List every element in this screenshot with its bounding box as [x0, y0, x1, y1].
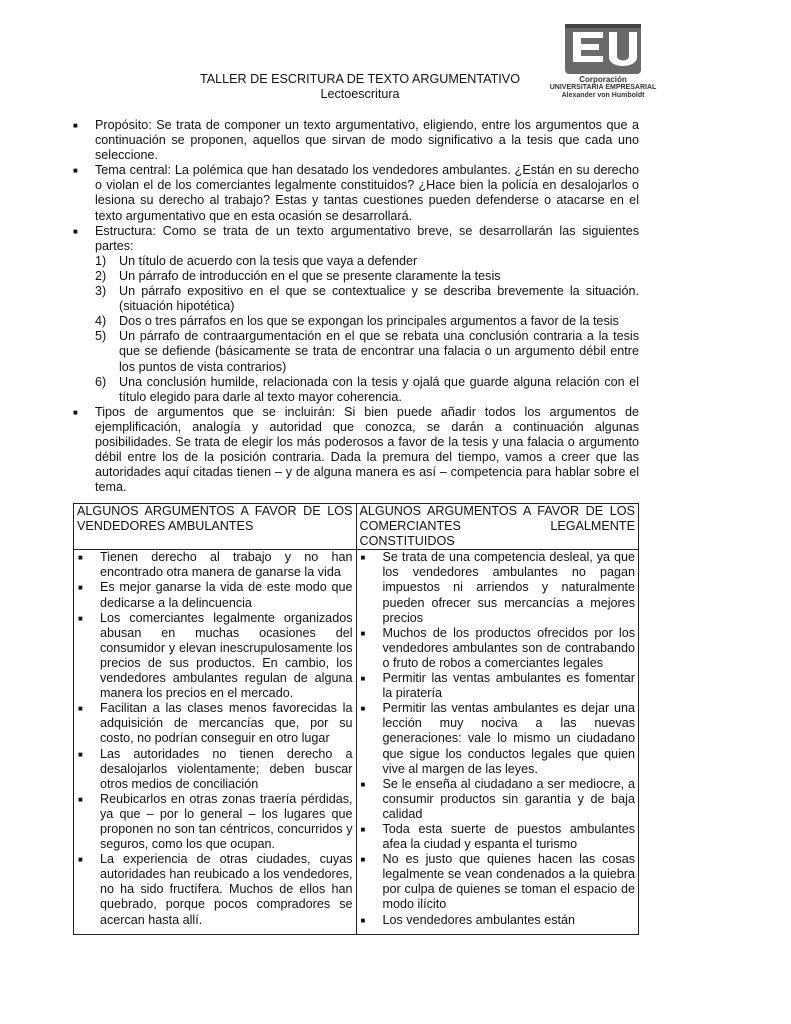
item-number: 6): [95, 374, 107, 389]
table-header-row: [74, 504, 639, 550]
numbered-item: [95, 329, 639, 374]
list-item: [360, 822, 636, 852]
tema-text: Tema central: La polémica que han desatado los vendedores ambulantes. ¿Están en su derecho o violan el de los comerciantes legalmente constituidos? ¿Hace bien la policía en desalojarlos o lesiona su derecho al trabajo? Estas y tantas cuestiones pueden defenderse o atacarse en el texto argumentativo que en esta ocasión se desarrollará.: [95, 163, 639, 223]
bullet-square-icon: ■: [78, 855, 83, 865]
instructions-section: [73, 118, 639, 495]
bullet-square-icon: ■: [360, 553, 366, 563]
item-text: Un párrafo de introducción en el que se presente claramente la tesis: [119, 268, 501, 283]
bullet-square-icon: ■: [78, 613, 83, 623]
argument-text: Los comerciantes legalmente organizados abusan en muchas ocasiones del consumidor y elevan inescrupulosamente los precios de sus productos. En cambio, los vendedores ambulantes regulan de alguna manera los precios en el mercado.: [100, 610, 353, 701]
list-item: [360, 626, 636, 671]
bullet-square-icon: ■: [360, 915, 366, 925]
bullet-square-icon: ■: [360, 779, 366, 789]
numbered-item: [95, 269, 639, 284]
argument-text: Es mejor ganarse la vida de este modo que dedicarse a la delincuencia: [100, 580, 353, 610]
item-text: Un párrafo de contraargumentación en el que se rebata una conclusión contraria a la tesis que se defiende (básicamente se trata de encontrar una falacia o un argumento débil entre los puntos de vista contrarios): [119, 329, 639, 374]
bullet-square-icon: ■: [73, 121, 78, 130]
argument-text: Los vendedores ambulantes están: [382, 912, 576, 927]
bullet-square-icon: ■: [78, 553, 83, 563]
numbered-item: [95, 254, 639, 269]
arguments-table: [73, 503, 639, 935]
item-text: Dos o tres párrafos en los que se expongan los principales argumentos a favor de la tesis: [119, 314, 619, 329]
bullet-item-estructura: [73, 224, 639, 254]
table-row: [74, 550, 639, 935]
item-text: Un párrafo expositivo en el que se contextualice y se describa brevemente la situación. (situación hipotética): [119, 284, 639, 314]
bullet-item-tipos: [73, 405, 639, 496]
list-item: [77, 747, 353, 792]
logo-line-2: UNIVERSITARIA EMPRESARIAL: [549, 84, 657, 91]
logo-line-1: Corporación: [579, 75, 627, 84]
list-item: [360, 913, 636, 928]
list-item: [360, 550, 636, 625]
list-item: [77, 580, 353, 610]
argument-text: No es justo que quienes hacen las cosas legalmente se vean condenados a la quiebra por culpa de quienes se toman el espacio de modo ilícito: [382, 852, 635, 912]
bullet-item-proposito: [73, 118, 639, 163]
list-item: [77, 792, 353, 852]
list-item: [360, 852, 636, 912]
numbered-item: [95, 314, 639, 329]
structure-parts-list: [73, 254, 639, 405]
comerciantes-column: [356, 550, 639, 935]
argument-text: Muchos de los productos ofrecidos por los vendedores ambulantes son de contrabando o fruto de robos a comerciantes legales: [382, 625, 635, 670]
bullet-square-icon: ■: [360, 628, 366, 638]
argument-text: La experiencia de otras ciudades, cuyas autoridades han reubicado a los vendedores, no ha sido fructífera. Muchos de ellos han quebrado, porque pocos compradores se acercan hasta allí.: [100, 852, 353, 927]
document-title: TALLER DE ESCRITURA DE TEXTO ARGUMENTATIVO: [199, 72, 521, 86]
list-item: [77, 701, 353, 746]
bullet-square-icon: ■: [73, 226, 78, 236]
argument-text: Tienen derecho al trabajo y no han encontrado otra manera de ganarse la vida: [100, 550, 353, 580]
university-logo: [543, 22, 663, 106]
bullet-square-icon: ■: [78, 704, 83, 714]
list-item: [360, 701, 636, 776]
argument-text: Permitir las ventas ambulantes es fomentar la piratería: [382, 671, 635, 701]
item-number: 5): [95, 329, 107, 344]
bullet-square-icon: ■: [78, 794, 83, 804]
list-item: [360, 777, 636, 822]
proposito-text: Propósito: Se trata de componer un texto argumentativo, eligiendo, entre los argumentos que a continuación se proponen, aquellos que sirvan de modo significativo a la tesis que cada uno seleccione.: [95, 118, 639, 163]
bullet-square-icon: ■: [78, 583, 83, 593]
item-number: 2): [95, 268, 107, 283]
document-title-block: [160, 72, 560, 102]
argument-text: Permitir las ventas ambulantes es dejar una lección muy nociva a las nuevas generaciones: vale lo mismo un ciudadano que sigue los conductos legales que quien vive al margen de las leyes.: [382, 701, 635, 776]
document-subtitle: Lectoescritura: [320, 87, 400, 101]
bullet-square-icon: ■: [360, 704, 366, 714]
logo-line-3: Alexander von Humboldt: [561, 92, 645, 99]
list-item: [77, 852, 353, 927]
bullet-item-tema: [73, 163, 639, 223]
list-item: [77, 611, 353, 702]
vendedores-column: [74, 550, 357, 935]
numbered-item: [95, 375, 639, 405]
bullet-square-icon: ■: [360, 674, 366, 684]
list-item: [77, 550, 353, 580]
bullet-square-icon: ■: [78, 749, 83, 759]
header-vendedores: ALGUNOS ARGUMENTOS A FAVOR DE LOS VENDEDORES AMBULANTES: [74, 504, 357, 550]
item-text: Una conclusión humilde, relacionada con la tesis y ojalá que guarde alguna relación con el título elegido para darle al texto mayor coherencia.: [119, 374, 639, 404]
item-text: Un título de acuerdo con la tesis que vaya a defender: [119, 253, 418, 268]
bullet-square-icon: ■: [73, 407, 78, 417]
bullet-square-icon: ■: [360, 824, 366, 834]
argument-text: Se trata de una competencia desleal, ya que los vendedores ambulantes no pagan impuestos ni arriendos y naturalmente pueden ofrecer sus mercancías a mejores precios: [382, 550, 635, 625]
tipos-text: Tipos de argumentos que se incluirán: Si bien puede añadir todos los argumentos de ejemplificación, analogía y autoridad que conozca, se darán a continuación algunas posibilidades. Se trata de elegir los más poderosos a favor de la tesis y una falacia o argumento débil entre los de la posición contraria. Dada la premura del tiempo, vamos a creer que las autoridades aquí citadas tienen – y de alguna manera es así – competencia para hablar sobre el tema.: [95, 404, 639, 495]
argument-text: Se le enseña al ciudadano a ser mediocre, a consumir productos sin garantía y de baja calidad: [382, 776, 635, 821]
argument-text: Reubicarlos en otras zonas traería pérdidas, ya que – por lo general – los lugares que proponen no son tan céntricos, concurridos y seguros, como los que ocupan.: [100, 791, 353, 852]
numbered-item: [95, 284, 639, 314]
bullet-square-icon: ■: [73, 166, 78, 176]
argument-text: Toda esta suerte de puestos ambulantes afea la ciudad y espanta el turismo: [382, 821, 635, 852]
ue-emblem-icon: [543, 22, 663, 76]
argument-text: Facilitan a las clases menos favorecidas la adquisición de mercancías que, por su costo, no podrían conseguir en otro lugar: [100, 701, 353, 746]
item-number: 3): [95, 284, 107, 299]
item-number: 4): [95, 314, 107, 329]
header-comerciantes: ALGUNOS ARGUMENTOS A FAVOR DE LOS COMERCIANTES LEGALMENTE CONSTITUIDOS: [356, 504, 639, 550]
list-item: [360, 671, 636, 701]
item-number: 1): [95, 253, 107, 268]
argument-text: Las autoridades no tienen derecho a desalojarlos violentamente; deben buscar otros medios de conciliación: [100, 746, 353, 791]
bullet-square-icon: ■: [360, 855, 366, 865]
estructura-text: Estructura: Como se trata de un texto argumentativo breve, se desarrollarán las siguientes partes:: [95, 223, 639, 253]
